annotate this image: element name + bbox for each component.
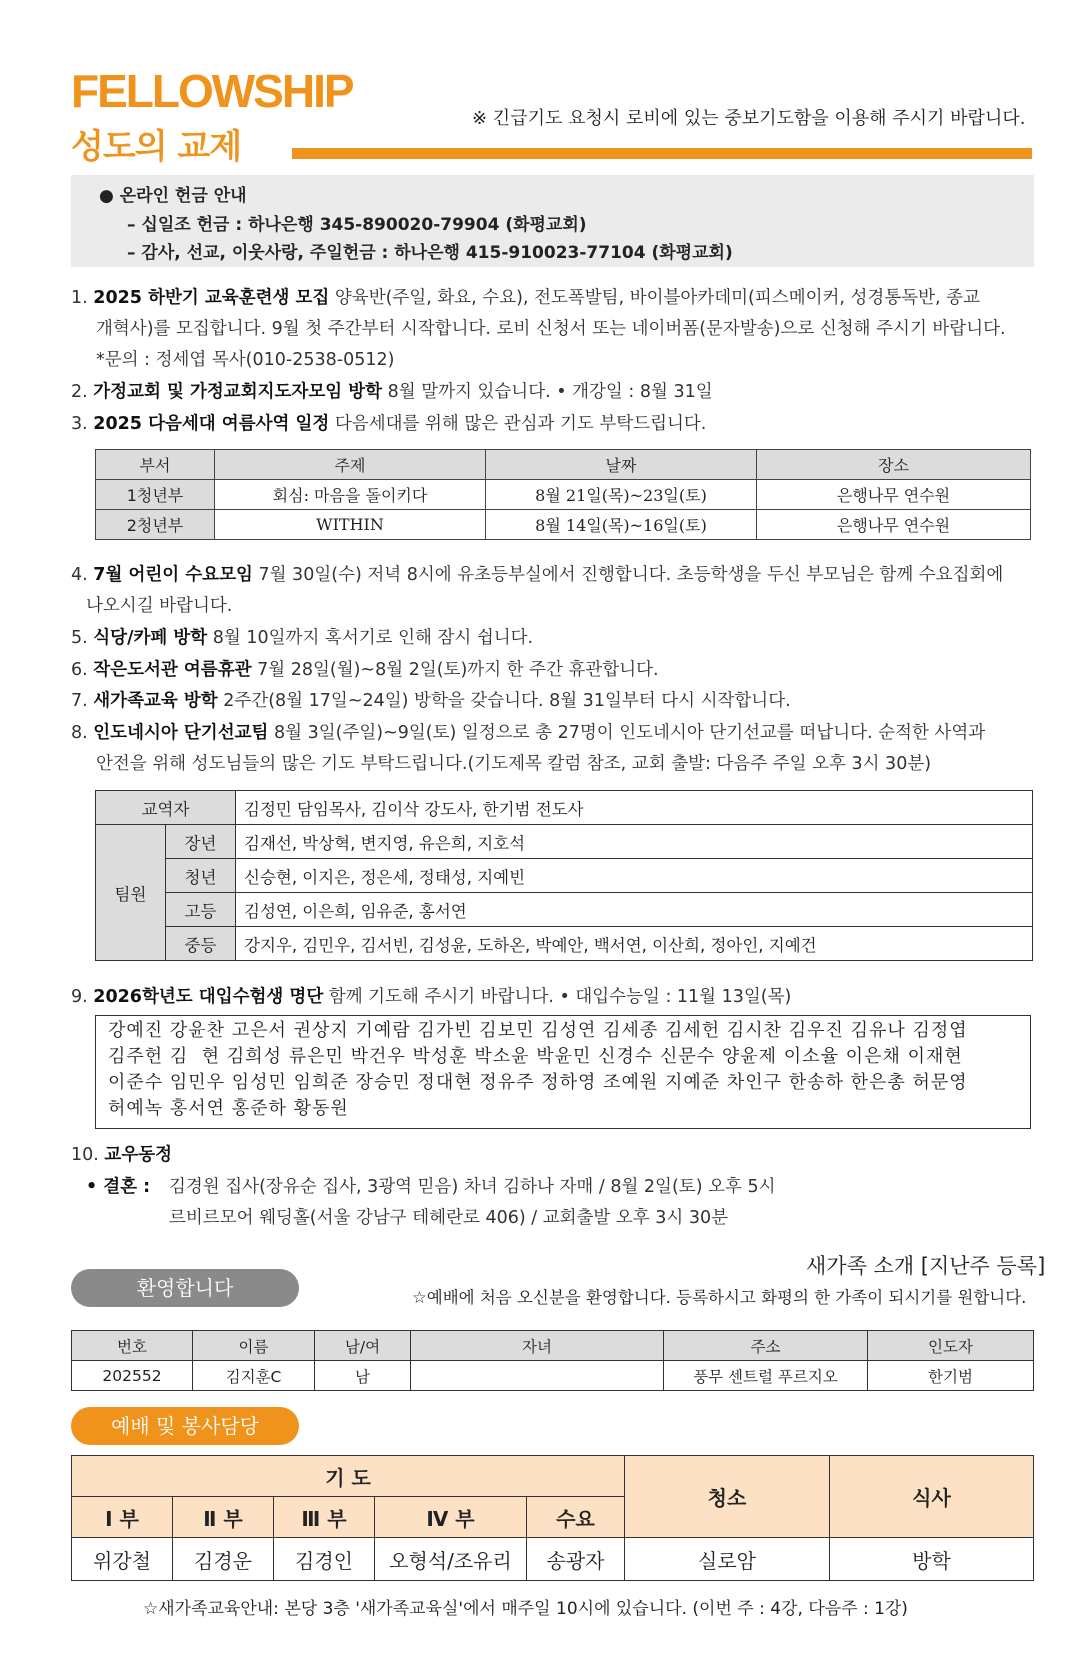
item-number: 3. (71, 414, 88, 434)
item-title: 2025 다음세대 여름사역 일정 (93, 414, 330, 434)
table-header-row (72, 1331, 1034, 1361)
table-header-cell: 남/여 (315, 1331, 411, 1361)
cleaning-header: 청소 (625, 1456, 830, 1538)
part-header: Ⅰ 부 (72, 1497, 173, 1538)
table-cell: 한기범 (868, 1361, 1034, 1391)
table-row (72, 1538, 1034, 1581)
wedding-line2: 르비르모어 웨딩홀(서울 강남구 테헤란로 406) / 교회출발 오후 3시 30분 (169, 1208, 729, 1228)
student-names-box (95, 1015, 1031, 1129)
table-cell: 202552 (72, 1361, 193, 1391)
table-cell: 2청년부 (96, 510, 215, 540)
group-label: 중등 (166, 927, 236, 961)
table-cell (411, 1361, 664, 1391)
student-names-line: 김주헌 김 현 김희성 류은민 박건우 박성훈 박소윤 박윤민 신경수 신문수 양윤제 이소율 이은채 이재현 (108, 1046, 963, 1067)
offering-line-tithe: – 십일조 헌금 : 하나은행 345-890020-79904 (화평교회) (127, 215, 587, 235)
item-text: 7월 30일(수) 저녁 8시에 유초등부실에서 진행합니다. 초등학생을 두신 부모님은 함께 수요집회에 (252, 565, 1004, 585)
offering-line-general: – 감사, 선교, 이웃사랑, 주일헌금 : 하나은행 415-910023-77104 (화평교회) (127, 243, 733, 263)
table-header-cell: 자녀 (411, 1331, 664, 1361)
part-header: Ⅱ 부 (173, 1497, 274, 1538)
item-number: 5. (71, 628, 88, 648)
table-cell: 위강철 (72, 1538, 173, 1581)
welcome-note: ☆예배에 처음 오신분을 환영합니다. 등록하시고 화평의 한 가족이 되시기를 원합니다. (412, 1288, 1027, 1307)
table-header-cell: 이름 (193, 1331, 315, 1361)
new-family-education-note: ☆새가족교육안내: 본당 3층 '새가족교육실'에서 매주일 10시에 있습니다. (이번 주 : 4강, 다음주 : 1강) (143, 1599, 908, 1619)
news-item-10 (71, 1140, 172, 1171)
table-cell: WITHIN (215, 510, 486, 540)
item-text: 함께 기도해 주시기 바랍니다. • 대입수능일 : 11월 13일(목) (323, 987, 792, 1007)
table-cell: 오형석/조유리 (375, 1538, 527, 1581)
group-label: 청년 (166, 859, 236, 893)
item-number: 6. (71, 660, 88, 680)
part-header: Ⅲ 부 (274, 1497, 375, 1538)
group-members: 김성연, 이은희, 임유준, 홍서연 (236, 893, 1033, 927)
news-item-8 (71, 718, 985, 749)
news-item-7 (71, 686, 791, 717)
table-row (72, 1456, 1034, 1497)
news-item-1 (71, 283, 980, 314)
item-number: 7. (71, 691, 88, 711)
item-title: 가정교회 및 가정교회지도자모임 방학 (93, 382, 383, 402)
table-row (96, 927, 1033, 961)
item-title: 7월 어린이 수요모임 (93, 565, 253, 585)
item-number: 8. (71, 723, 88, 743)
item-text: 8월 3일(주일)~9일(토) 일정으로 총 27명이 인도네시아 단기선교를 떠납니다. 순적한 사역과 (268, 723, 986, 743)
group-members: 강지우, 김민우, 김서빈, 김성윤, 도하온, 박예안, 백서연, 이산희, 정아인, 지예건 (236, 927, 1033, 961)
table-cell: 김경운 (173, 1538, 274, 1581)
table-header-cell: 부서 (96, 450, 215, 480)
item-title: 식당/카페 방학 (93, 628, 208, 648)
news-item-1-contact: *문의 : 정세엽 목사(010-2538-0512) (96, 350, 395, 370)
item-number: 4. (71, 565, 88, 585)
student-names-line: 허예녹 홍서연 홍준하 황동원 (108, 1098, 349, 1119)
item-text: 8월 말까지 있습니다. • 개강일 : 8월 31일 (382, 382, 713, 402)
new-family-title: 새가족 소개 [지난주 등록] (806, 1254, 1046, 1278)
item-number: 9. (71, 987, 88, 1007)
leader-label: 교역자 (96, 791, 236, 825)
group-members: 신승현, 이지은, 정은세, 정태성, 지예빈 (236, 859, 1033, 893)
section-title-en: FELLOWSHIP (71, 65, 353, 117)
group-label: 고등 (166, 893, 236, 927)
item-title: 2025 하반기 교육훈련생 모집 (93, 288, 330, 308)
table-row (96, 825, 1033, 859)
table-cell: 남 (315, 1361, 411, 1391)
item-title: 교우동정 (104, 1145, 173, 1165)
prayer-header: 기 도 (72, 1456, 625, 1497)
table-header-row (96, 450, 1031, 480)
table-cell: 송광자 (527, 1538, 625, 1581)
news-item-1-line2: 개혁사)를 모집합니다. 9월 첫 주간부터 시작합니다. 로비 신청서 또는 네이버폼(문자발송)으로 신청해 주시기 바랍니다. (96, 319, 1006, 339)
table-header-cell: 주제 (215, 450, 486, 480)
table-row (96, 859, 1033, 893)
wedding-label-text: • 결혼 : (86, 1177, 151, 1197)
item-title: 새가족교육 방학 (93, 691, 218, 711)
news-item-4 (71, 560, 1003, 591)
table-cell: 김경인 (274, 1538, 375, 1581)
student-names-line: 강예진 강윤찬 고은서 권상지 기예람 김가빈 김보민 김성연 김세종 김세헌 김시찬 김우진 김유나 김정엽 (108, 1020, 968, 1041)
table-cell: 실로암 (625, 1538, 830, 1581)
student-names-line: 이준수 임민우 임성민 임희준 장승민 정대현 정유주 정하영 조예원 지예준 차인구 한송하 한은총 허문영 (108, 1072, 968, 1093)
table-header-cell: 날짜 (486, 450, 757, 480)
group-members: 김재선, 박상혁, 변지영, 유은희, 지호석 (236, 825, 1033, 859)
table-header-cell: 장소 (757, 450, 1031, 480)
title-divider (292, 148, 1032, 159)
item-text: 8월 10일까지 혹서기로 인해 잠시 쉽니다. (207, 628, 534, 648)
service-pill: 예배 및 봉사담당 (71, 1407, 299, 1445)
table-cell: 8월 21일(목)~23일(토) (486, 480, 757, 510)
table-cell: 풍무 센트럴 푸르지오 (664, 1361, 868, 1391)
prayer-notice: ※ 긴급기도 요청시 로비에 있는 중보기도함을 이용해 주시기 바랍니다. (472, 108, 1026, 129)
table-cell: 김지훈C (193, 1361, 315, 1391)
news-item-9 (71, 982, 791, 1013)
offering-box (71, 175, 1034, 267)
item-number: 1. (71, 288, 88, 308)
part-header: Ⅳ 부 (375, 1497, 527, 1538)
news-item-3 (71, 409, 706, 440)
table-header-cell: 번호 (72, 1331, 193, 1361)
news-item-4-line2: 나오시길 바랍니다. (86, 596, 233, 616)
leader-value: 김정민 담임목사, 김이삭 강도사, 한기범 전도사 (236, 791, 1033, 825)
table-row (72, 1361, 1034, 1391)
offering-heading: ● 온라인 헌금 안내 (99, 186, 247, 206)
wedding-label (86, 1172, 150, 1203)
table-cell: 1청년부 (96, 480, 215, 510)
news-item-5 (71, 623, 533, 654)
item-title: 2026학년도 대입수험생 명단 (93, 987, 324, 1007)
table-cell: 회심: 마음을 돌이키다 (215, 480, 486, 510)
wedding-line1: 김경원 집사(장유순 집사, 3광역 믿음) 차녀 김하나 자매 / 8월 2일(토) 오후 5시 (169, 1177, 776, 1197)
item-title: 작은도서관 여름휴관 (93, 660, 252, 680)
item-text: 다음세대를 위해 많은 관심과 기도 부탁드립니다. (329, 414, 707, 434)
table-row (96, 893, 1033, 927)
item-number: 2. (71, 382, 88, 402)
summer-ministry-table (95, 449, 1031, 540)
group-label: 장년 (166, 825, 236, 859)
part-header: 수요 (527, 1497, 625, 1538)
item-text: 7월 28일(월)~8월 2일(토)까지 한 주간 휴관합니다. (251, 660, 659, 680)
table-row (96, 480, 1031, 510)
news-item-2 (71, 377, 713, 408)
table-cell: 방학 (830, 1538, 1034, 1581)
section-title-ko: 성도의 교제 (71, 127, 242, 167)
news-item-6 (71, 655, 659, 686)
table-cell: 8월 14일(목)~16일(토) (486, 510, 757, 540)
item-text: 2주간(8월 17일~24일) 방학을 갖습니다. 8월 31일부터 다시 시작합니다. (217, 691, 791, 711)
table-row (96, 510, 1031, 540)
item-text: 양육반(주일, 화요, 수요), 전도폭발팀, 바이블아카데미(피스메이커, 성경통독반, 종교 (329, 288, 980, 308)
table-cell: 은행나무 연수원 (757, 480, 1031, 510)
item-number: 10. (71, 1145, 99, 1165)
mission-team-table (95, 790, 1033, 961)
table-header-cell: 주소 (664, 1331, 868, 1361)
welcome-pill: 환영합니다 (71, 1269, 299, 1307)
meal-header: 식사 (830, 1456, 1034, 1538)
table-header-cell: 인도자 (868, 1331, 1034, 1361)
item-title: 인도네시아 단기선교팀 (93, 723, 269, 743)
team-label: 팀원 (96, 825, 166, 961)
table-cell: 은행나무 연수원 (757, 510, 1031, 540)
news-item-8-line2: 안전을 위해 성도님들의 많은 기도 부탁드립니다.(기도제목 칼럼 참조, 교회 출발: 다음주 주일 오후 3시 30분) (96, 754, 932, 774)
service-table (71, 1455, 1034, 1581)
new-family-table (71, 1330, 1034, 1391)
table-row (96, 791, 1033, 825)
